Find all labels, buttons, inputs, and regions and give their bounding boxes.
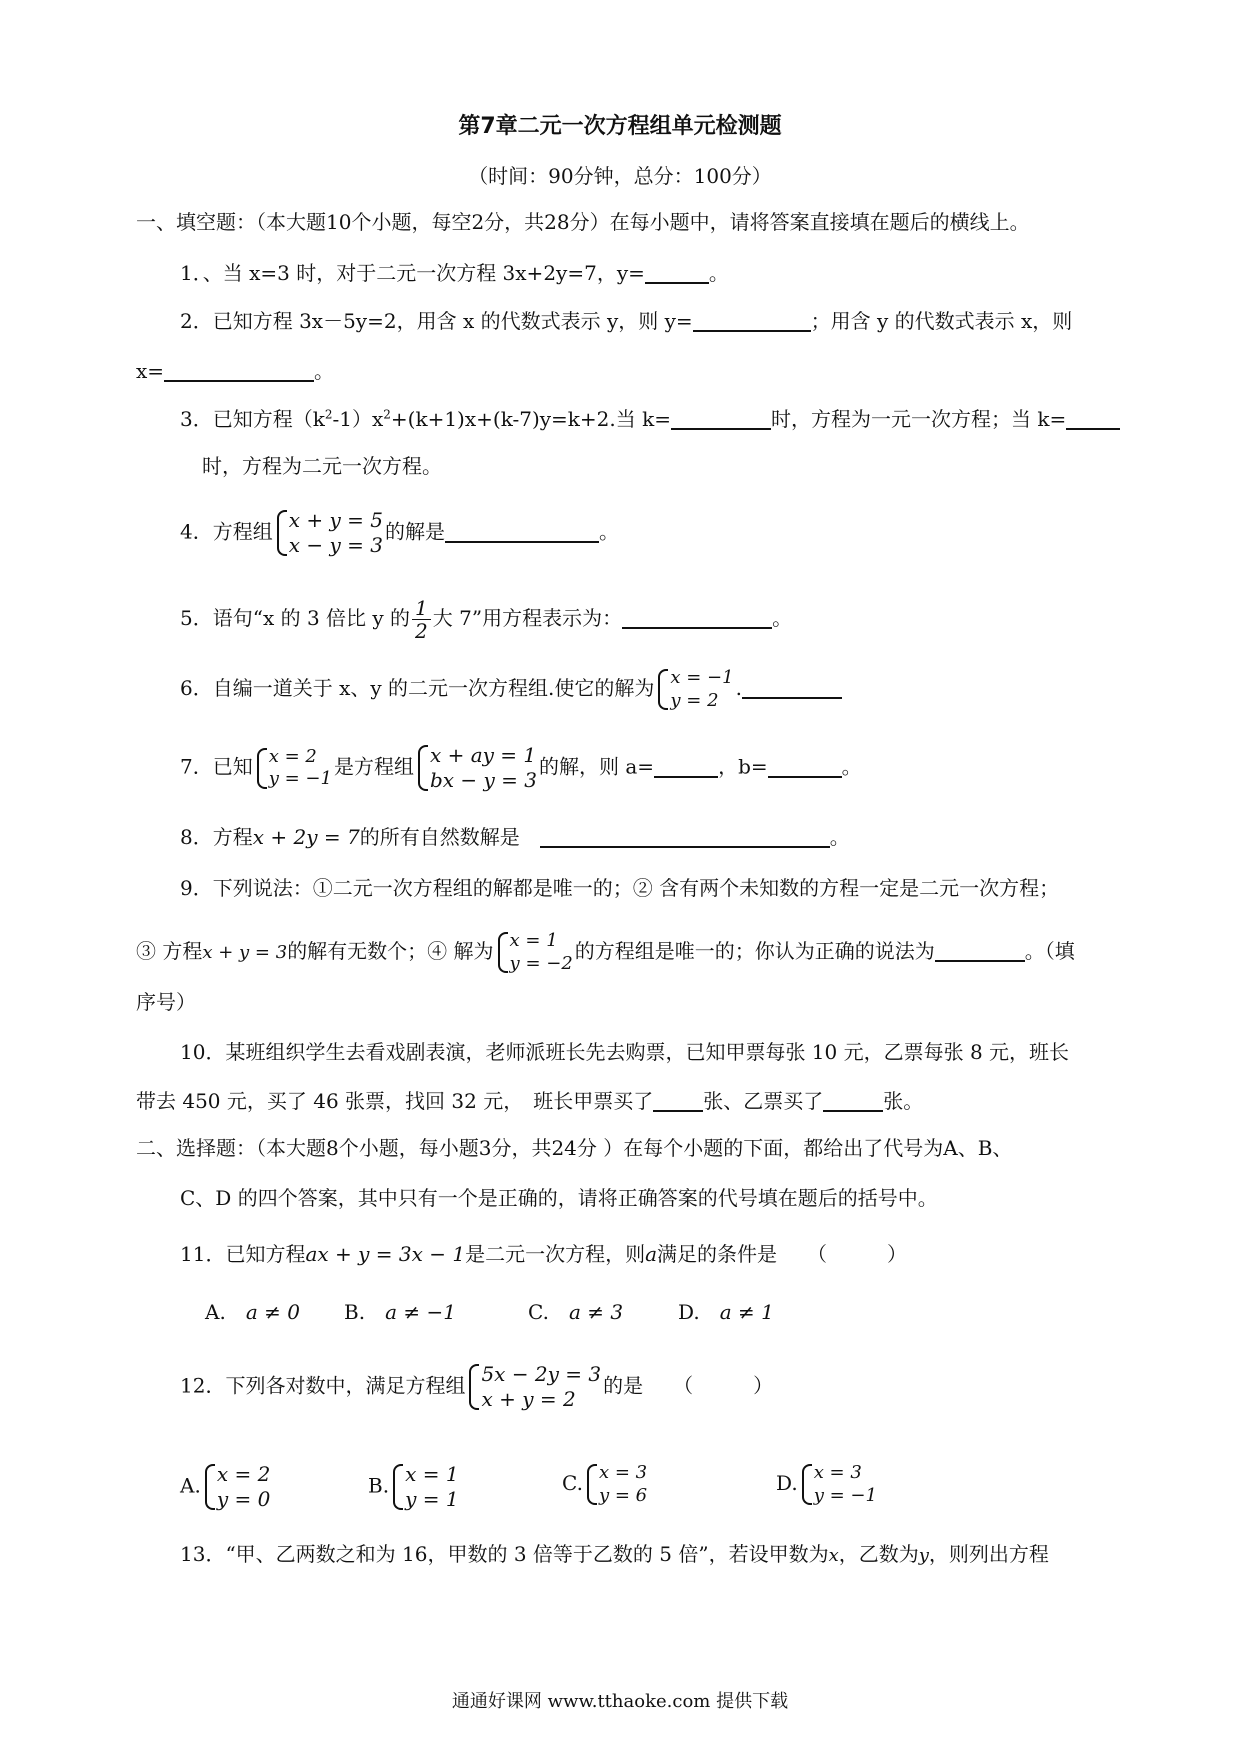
equation-system: x = 1 y = −2	[496, 930, 573, 975]
answer-blank[interactable]	[693, 310, 811, 332]
q11-option-d[interactable]: D. a ≠ 1	[678, 1300, 774, 1324]
question-13: 13．“甲、乙两数之和为 16，甲数的 3 倍等于乙数的 5 倍”，若设甲数为x，乙数为y，则列出方程	[180, 1542, 1049, 1566]
page-title: 第7章二元一次方程组单元检测题	[458, 114, 782, 139]
answer-blank[interactable]	[622, 607, 772, 629]
question-5: 5．语句“x 的 3 倍比 y 的 $\frac{1}{2}$ 大 7”用方程表示为： 。	[180, 596, 793, 643]
footer-source: 通通好课网 www.tthaoke.com 提供下载	[451, 1691, 789, 1712]
equation-system: x + y = 5 x − y = 3	[275, 508, 383, 558]
question-1: 1．、当 x=3 时，对于二元一次方程 3x+2y=7，y= 。	[180, 261, 729, 285]
answer-blank[interactable]	[164, 360, 314, 382]
q12-option-d[interactable]: D. x = 3 y = −1	[776, 1462, 877, 1506]
q11-option-a[interactable]: A. a ≠ 0	[205, 1300, 300, 1324]
equation-system: 5x − 2y = 3 x + y = 2	[467, 1362, 601, 1412]
equation-system: x = 2 y = −1	[255, 746, 332, 791]
q12-option-c[interactable]: C. x = 3 y = 6	[562, 1462, 648, 1506]
answer-blank[interactable]	[540, 826, 830, 848]
answer-paren[interactable]: （ ）	[817, 1242, 908, 1266]
q12-option-b[interactable]: B. x = 1 y = 1	[368, 1462, 459, 1511]
fraction: $\frac{1}{2}$	[412, 597, 431, 642]
answer-blank[interactable]	[768, 756, 842, 778]
section1-header: 一、填空题：（本大题10个小题，每空2分，共28分）在每小题中，请将答案直接填在题后的横线上。	[136, 210, 1030, 234]
equation-system: x = −1 y = 2	[656, 667, 733, 712]
section2-header: 二、选择题：（本大题8个小题，每小题3分，共24分 ）在每个小题的下面，都给出了代号为A、B、	[136, 1136, 1013, 1160]
question-11: 11．已知方程ax + y = 3x − 1是二元一次方程，则a满足的条件是 （ ）	[180, 1242, 908, 1266]
question-12: 12．下列各对数中，满足方程组 5x − 2y = 3 x + y = 2 的是 （ ）	[180, 1362, 774, 1411]
question-10: 10．某班组织学生去看戏剧表演，老师派班长先去购票，已知甲票每张 10 元，乙票每张 8 元，班长	[180, 1040, 1070, 1064]
answer-blank[interactable]	[742, 677, 842, 699]
question-3-cont: 时，方程为二元一次方程。	[202, 454, 442, 478]
answer-paren[interactable]: （ ）	[683, 1373, 774, 1398]
question-2: 2．已知方程 3x－5y=2，用含 x 的代数式表示 y，则 y= ；用含 y 的代数式表示 x，则	[180, 309, 1073, 333]
section2-header-cont: C、D 的四个答案，其中只有一个是正确的，请将正确答案的代号填在题后的括号中。	[180, 1186, 938, 1210]
question-8: 8．方程x + 2y = 7的所有自然数解是 。	[180, 825, 850, 849]
q11-option-b[interactable]: B. a ≠ −1	[344, 1300, 456, 1324]
exam-info: （时间：90分钟，总分：100分）	[468, 164, 772, 188]
question-10-cont: 带去 450 元，买了 46 张票，找回 32 元， 班长甲票买了 张、乙票买了 张。	[136, 1089, 924, 1113]
answer-blank[interactable]	[1066, 408, 1120, 430]
question-9: 9．下列说法：①二元一次方程组的解都是唯一的；② 含有两个未知数的方程一定是二元一次方程；	[180, 876, 1060, 900]
answer-blank[interactable]	[823, 1090, 883, 1112]
q11-option-c[interactable]: C. a ≠ 3	[528, 1300, 624, 1324]
equation-system: x + ay = 1 bx − y = 3	[416, 743, 537, 793]
answer-blank[interactable]	[645, 262, 709, 284]
question-7: 7．已知 x = 2 y = −1 是方程组 x + ay = 1 bx − y = 3 的解，则 a= ，b= 。	[180, 743, 862, 792]
answer-blank[interactable]	[653, 1090, 703, 1112]
answer-blank[interactable]	[445, 521, 599, 543]
question-9-cont: ③ 方程x + y = 3的解有无数个；④ 解为 x = 1 y = −2 的方程组是唯一的；你认为正确的说法为 。（填	[136, 930, 1075, 974]
answer-blank[interactable]	[671, 408, 771, 430]
q12-option-a[interactable]: A. x = 2 y = 0	[180, 1462, 271, 1511]
question-2-cont: x= 。	[136, 359, 335, 383]
question-6: 6．自编一道关于 x、y 的二元一次方程组.使它的解为 x = −1 y = 2 .	[180, 667, 842, 712]
question-9-cont2: 序号）	[136, 990, 196, 1014]
question-4: 4．方程组 x + y = 5 x − y = 3 的解是 。	[180, 508, 619, 557]
question-3: 3．已知方程$(k^2-1)x^2+(k+1)x+(k-7)y=k+2$.当 k= 时，方程为一元一次方程；当 k=	[180, 408, 1120, 430]
answer-blank[interactable]	[654, 756, 718, 778]
answer-blank[interactable]	[935, 940, 1025, 962]
